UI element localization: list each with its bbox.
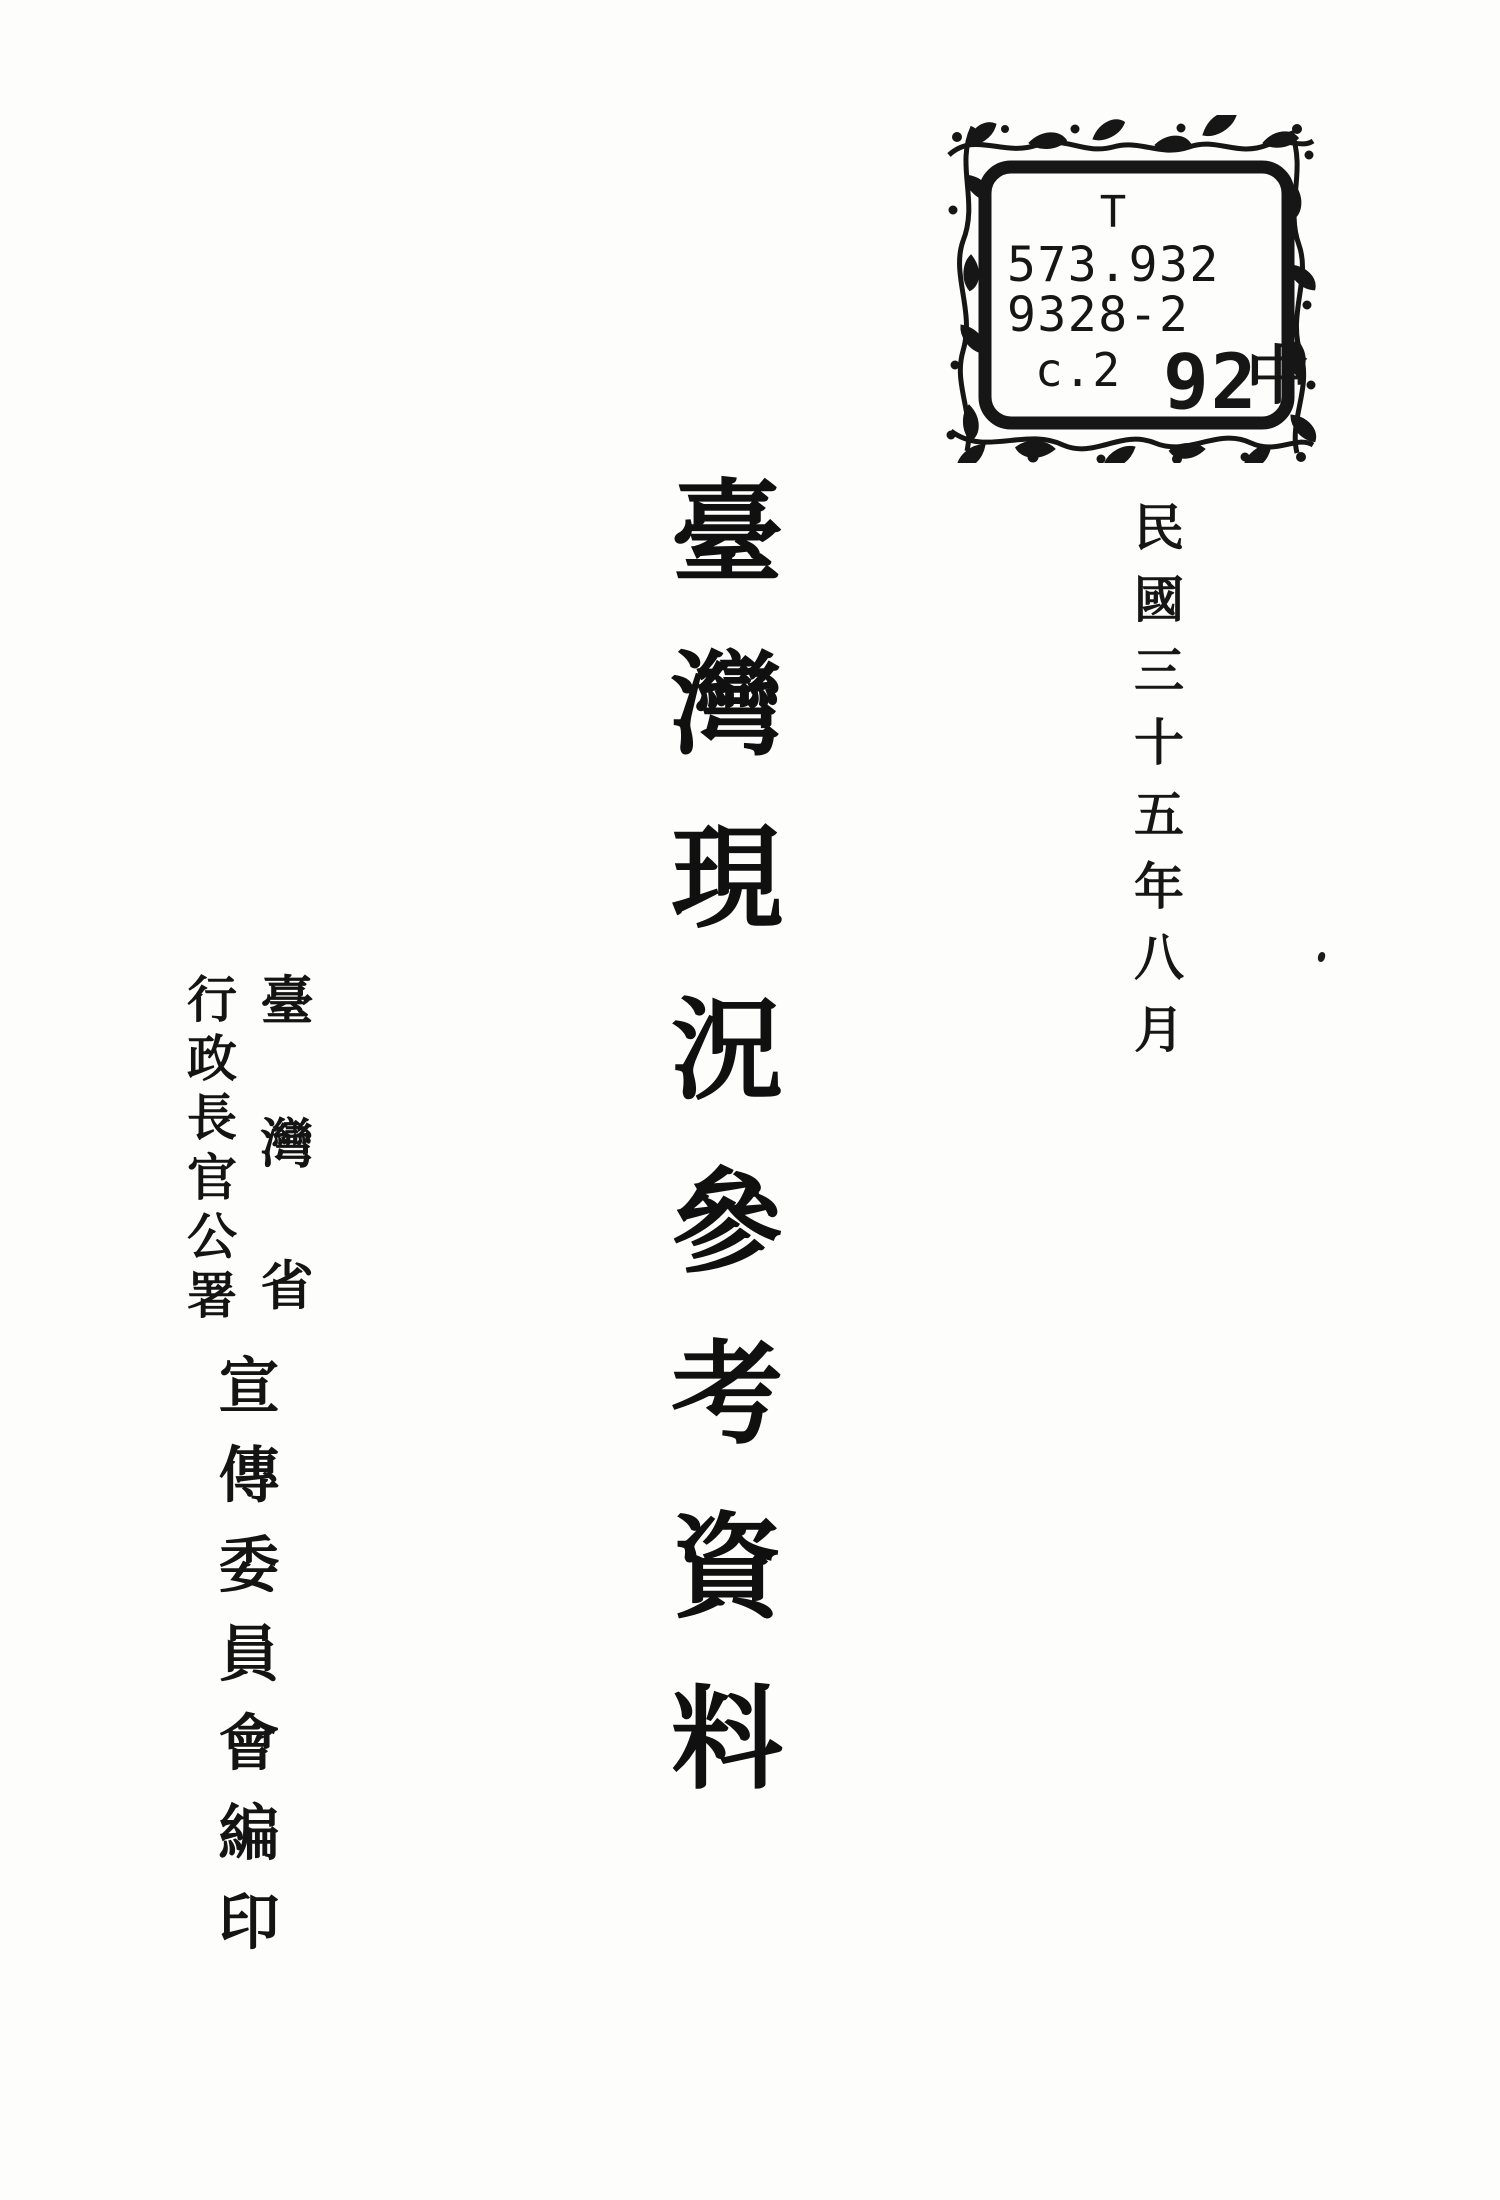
- glyph: 印: [218, 1886, 280, 1958]
- glyph: 會: [218, 1708, 280, 1780]
- glyph: 考: [671, 1329, 783, 1461]
- publisher-committee-imprint: [216, 1351, 282, 1958]
- glyph: 政: [187, 1029, 237, 1089]
- glyph: 宣: [218, 1351, 280, 1422]
- copy-number: c.2: [1035, 343, 1122, 397]
- glyph: 三: [1134, 641, 1184, 701]
- glyph: 現: [671, 812, 783, 944]
- call-number-line-1: 573.932: [1007, 237, 1220, 293]
- call-number-line-2: 9328-2: [1007, 287, 1190, 343]
- publisher-province: [257, 970, 317, 1317]
- glyph: 官: [187, 1147, 237, 1207]
- glyph: 八: [1134, 928, 1184, 988]
- glyph: 公: [187, 1206, 237, 1266]
- glyph: 署: [187, 1265, 237, 1325]
- glyph: 編: [218, 1797, 280, 1869]
- glyph: 灣: [671, 640, 783, 772]
- glyph: 況: [671, 984, 783, 1116]
- glyph: 委: [218, 1529, 280, 1601]
- glyph: 臺: [671, 468, 783, 599]
- library-stamp: [945, 115, 1317, 463]
- book-title: [664, 468, 790, 1805]
- glyph: 參: [671, 1157, 783, 1289]
- glyph: 資: [671, 1501, 783, 1633]
- glyph: 員: [218, 1618, 280, 1690]
- shelf-suffix-character: 中: [1246, 340, 1310, 414]
- glyph: 五: [1134, 784, 1184, 844]
- shelf-number: 92: [1163, 337, 1259, 426]
- glyph: 長: [187, 1088, 237, 1148]
- glyph: 行: [187, 970, 237, 1029]
- glyph: 料: [671, 1673, 783, 1805]
- glyph: 民: [1134, 498, 1184, 557]
- glyph: 年: [1134, 856, 1184, 916]
- glyph: 十: [1134, 713, 1184, 773]
- glyph: 臺: [260, 970, 314, 1032]
- publication-date: [1130, 498, 1188, 1059]
- glyph: 月: [1134, 999, 1184, 1059]
- glyph: 傳: [218, 1440, 280, 1512]
- glyph: 國: [1134, 569, 1184, 629]
- glyph: 灣: [260, 1112, 314, 1175]
- ink-speck: [1317, 951, 1326, 962]
- publisher-office: [184, 970, 240, 1325]
- glyph: 省: [260, 1255, 314, 1317]
- call-number-prefix: T: [1099, 187, 1127, 238]
